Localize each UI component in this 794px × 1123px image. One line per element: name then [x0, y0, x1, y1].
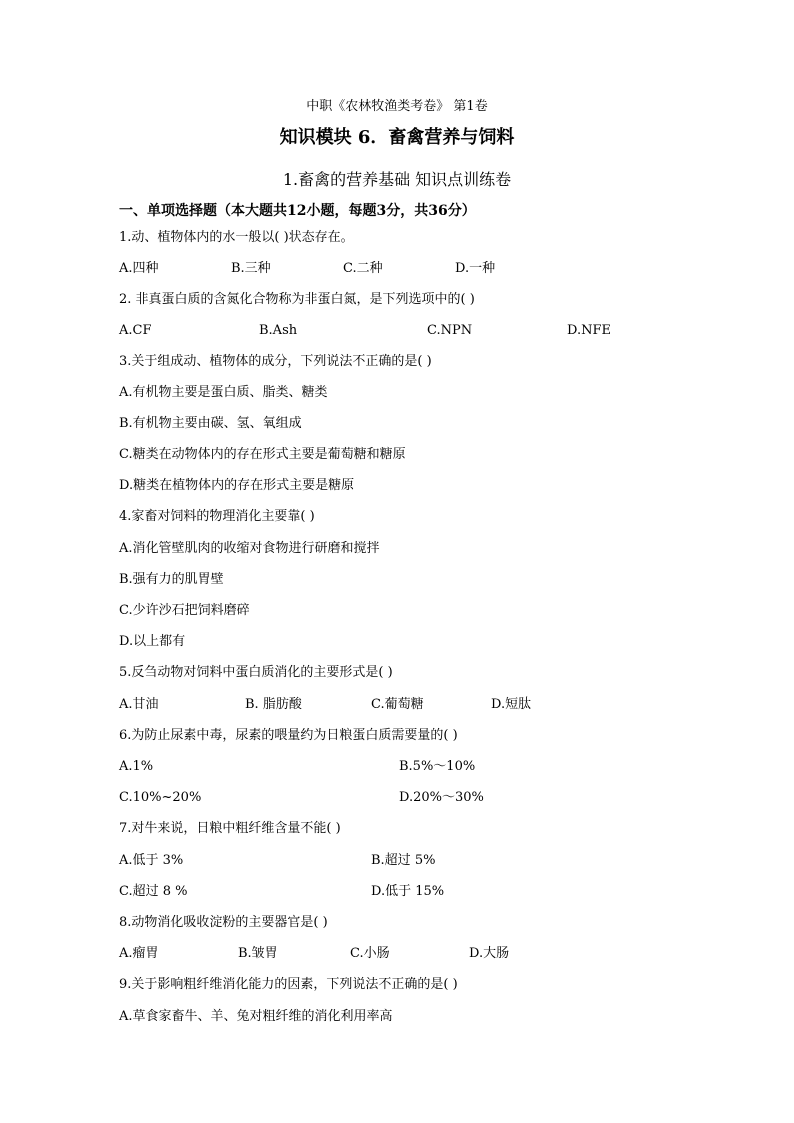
section-heading: 一、单项选择题（本大题共12小题，每题3分，共36分） — [119, 203, 476, 219]
question-6-option-b: B.5%～10% — [399, 759, 476, 774]
question-8-option-c: C.小肠 — [350, 946, 390, 961]
question-2-option-b: B.Ash — [259, 323, 298, 338]
question-2-stem: 2. 非真蛋白质的含氮化合物称为非蛋白氮，是下列选项中的( ) — [119, 292, 475, 307]
question-4-option-a: A.消化管壁肌肉的收缩对食物进行研磨和搅拌 — [119, 541, 380, 556]
paper-title: 1.畜禽的营养基础 知识点训练卷 — [282, 170, 512, 189]
question-3-option-b: B.有机物主要由碳、氢、氧组成 — [119, 416, 302, 431]
question-5-stem: 5.反刍动物对饲料中蛋白质消化的主要形式是( ) — [119, 665, 393, 680]
question-3-stem: 3.关于组成动、植物体的成分，下列说法不正确的是( ) — [119, 354, 432, 369]
question-9-option-a: A.草食家畜牛、羊、兔对粗纤维的消化利用率高 — [119, 1009, 393, 1024]
question-3-option-d: D.糖类在植物体内的存在形式主要是糖原 — [119, 478, 355, 493]
question-7-option-a: A.低于 3% — [119, 853, 184, 868]
module-title: 知识模块 6．畜禽营养与饲料 — [279, 127, 515, 148]
question-3-option-a: A.有机物主要是蛋白质、脂类、糖类 — [119, 385, 328, 400]
question-6-option-a: A.1% — [119, 759, 154, 774]
question-8-option-d: D.大肠 — [469, 946, 510, 961]
question-3-option-c: C.糖类在动物体内的存在形式主要是葡萄糖和糖原 — [119, 447, 406, 462]
question-4-option-c: C.少许沙石把饲料磨碎 — [119, 603, 250, 618]
question-5-option-c: C.葡萄糖 — [371, 697, 424, 712]
question-7-stem: 7.对牛来说，日粮中粗纤维含量不能( ) — [119, 821, 341, 836]
question-8-option-b: B.皱胃 — [238, 946, 278, 961]
question-4-option-b: B.强有力的肌胃壁 — [119, 572, 224, 587]
question-1-stem: 1.动、植物体内的水一般以( )状态存在。 — [119, 230, 354, 245]
exam-title: 中职《农林牧渔类考卷》 第1卷 — [306, 99, 488, 114]
question-9-stem: 9.关于影响粗纤维消化能力的因素，下列说法不正确的是( ) — [119, 977, 458, 992]
question-7-option-c: C.超过 8 % — [119, 884, 188, 899]
question-7-option-d: D.低于 15% — [371, 884, 445, 899]
question-1-option-c: C.二种 — [343, 261, 383, 276]
question-8-option-a: A.瘤胃 — [119, 946, 159, 961]
question-5-option-b: B. 脂肪酸 — [245, 697, 302, 712]
question-6-option-d: D.20%～30% — [399, 790, 484, 805]
question-5-option-a: A.甘油 — [119, 697, 159, 712]
question-2-option-c: C.NPN — [427, 323, 473, 338]
question-2-option-d: D.NFE — [567, 323, 611, 338]
question-4-option-d: D.以上都有 — [119, 634, 186, 649]
question-8-stem: 8.动物消化吸收淀粉的主要器官是( ) — [119, 915, 328, 930]
question-7-option-b: B.超过 5% — [371, 853, 436, 868]
question-5-option-d: D.短肽 — [491, 697, 532, 712]
question-4-stem: 4.家畜对饲料的物理消化主要靠( ) — [119, 509, 315, 524]
question-6-stem: 6.为防止尿素中毒，尿素的喂量约为日粮蛋白质需要量的( ) — [119, 728, 458, 743]
question-1-option-b: B.三种 — [231, 261, 271, 276]
question-6-option-c: C.10%~20% — [119, 790, 202, 805]
question-1-option-d: D.一种 — [455, 261, 496, 276]
question-1-option-a: A.四种 — [119, 261, 159, 276]
question-2-option-a: A.CF — [119, 323, 152, 338]
